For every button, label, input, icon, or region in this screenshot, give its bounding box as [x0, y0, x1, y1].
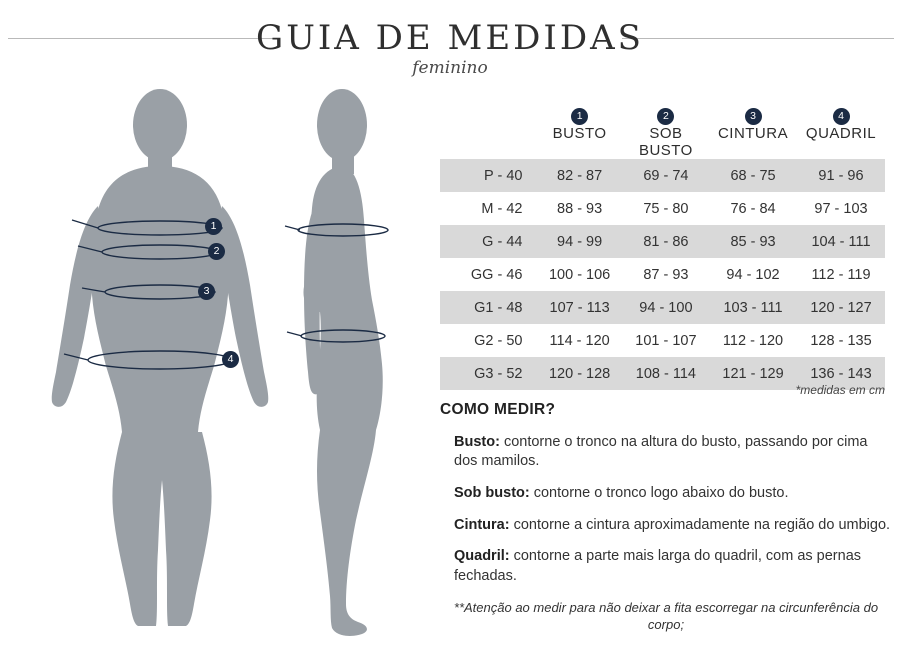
cell-quadril: 112 - 119	[811, 266, 871, 283]
attention-note: **Atenção ao medir para não deixar a fita escorregar na circunferência do corpo;	[453, 600, 879, 633]
cell-size: P - 40	[440, 159, 536, 192]
cell-cintura: 94 - 102	[726, 266, 780, 283]
marker-cell-4	[797, 92, 885, 125]
how-to-text-busto: contorne o tronco na altura do busto, passando por cima dos mamilos.	[454, 433, 868, 470]
cell-cintura: 112 - 120	[722, 332, 784, 349]
table-row	[440, 159, 885, 192]
cell-quadril: 128 - 135	[810, 332, 872, 349]
header-busto: BUSTO	[552, 125, 607, 142]
how-to-text-cintura: contorne a cintura aproximadamente na região do umbigo.	[509, 516, 891, 533]
how-to-measure-section	[440, 400, 892, 646]
cell-busto: 88 - 93	[557, 200, 603, 217]
cell-sob-busto: 81 - 86	[623, 225, 709, 258]
cell-busto: 114 - 120	[549, 332, 610, 349]
marker-badge-2: 2	[657, 108, 674, 125]
how-to-label-busto: Busto:	[454, 433, 500, 450]
cell-quadril: 120 - 127	[797, 291, 885, 324]
header-quadril: QUADRIL	[805, 125, 877, 142]
cell-cintura: 103 - 111	[709, 291, 797, 324]
figure-marker-3: 3	[198, 283, 215, 300]
how-to-item-sob-busto	[440, 484, 892, 504]
cell-busto: 120 - 128	[536, 357, 622, 390]
figure-marker-4: 4	[222, 351, 239, 368]
header-size	[440, 125, 536, 159]
header-cintura: CINTURA	[717, 125, 789, 142]
marker-cell-3	[709, 92, 797, 125]
marker-spacer	[440, 92, 536, 125]
cell-size: G - 44	[440, 225, 536, 258]
cell-sob-busto: 75 - 80	[643, 200, 689, 217]
cell-sob-busto: 101 - 107	[635, 332, 697, 349]
table-row	[440, 192, 885, 225]
table-row	[440, 291, 885, 324]
cell-busto: 82 - 87	[536, 159, 622, 192]
table-row	[440, 225, 885, 258]
cell-busto: 107 - 113	[536, 291, 622, 324]
table-header-row	[440, 125, 885, 159]
cell-sob-busto: 87 - 93	[643, 266, 689, 283]
cell-busto: 94 - 99	[536, 225, 622, 258]
cell-sob-busto: 108 - 114	[623, 357, 709, 390]
cell-cintura: 68 - 75	[709, 159, 797, 192]
table-marker-row	[440, 92, 885, 125]
how-to-item-quadril	[440, 547, 892, 586]
page-title: GUIA DE MEDIDAS	[256, 18, 644, 58]
cell-cintura: 85 - 93	[709, 225, 797, 258]
how-to-label-cintura: Cintura:	[454, 516, 510, 533]
cell-sob-busto: 69 - 74	[623, 159, 709, 192]
cell-size: G1 - 48	[440, 291, 536, 324]
size-table-container	[440, 92, 890, 397]
header-sob-busto: SOB BUSTO	[638, 125, 693, 159]
side-body-figure	[303, 89, 382, 636]
cell-cintura: 121 - 129	[709, 357, 797, 390]
how-to-item-busto	[440, 433, 892, 472]
table-footnote: *medidas em cm	[795, 383, 885, 397]
marker-badge-1: 1	[571, 108, 588, 125]
page-subtitle: feminino	[412, 58, 488, 78]
figures-svg	[10, 80, 430, 640]
how-to-text-quadril: contorne a parte mais larga do quadril, com as pernas fechadas.	[454, 548, 862, 584]
figure-marker-1: 1	[205, 218, 222, 235]
how-to-text-sob-busto: contorne o tronco logo abaixo do busto.	[529, 485, 789, 502]
cell-quadril: 104 - 111	[797, 225, 885, 258]
table-row	[440, 258, 885, 291]
figure-marker-2: 2	[208, 243, 225, 260]
cell-quadril: 97 - 103	[814, 200, 868, 217]
cell-busto: 100 - 106	[548, 266, 611, 283]
marker-badge-3: 3	[745, 108, 762, 125]
size-table	[440, 92, 885, 390]
table-body	[440, 159, 885, 390]
cell-size: GG - 46	[470, 266, 523, 283]
body-illustrations	[10, 80, 430, 640]
page-header	[0, 0, 900, 86]
marker-cell-1	[536, 92, 622, 125]
how-to-item-cintura	[440, 516, 892, 536]
how-to-label-sob-busto: Sob busto:	[454, 485, 530, 502]
how-to-measure-heading: COMO MEDIR?	[440, 401, 556, 418]
cell-sob-busto: 94 - 100	[623, 291, 709, 324]
table-row	[440, 324, 885, 357]
marker-cell-2	[623, 92, 709, 125]
cell-cintura: 76 - 84	[730, 200, 776, 217]
cell-quadril: 136 - 143	[797, 357, 885, 390]
cell-size: G3 - 52	[440, 357, 536, 390]
how-to-label-quadril: Quadril:	[454, 548, 510, 565]
cell-size: G2 - 50	[474, 332, 523, 349]
cell-size: M - 42	[481, 200, 523, 217]
cell-quadril: 91 - 96	[797, 159, 885, 192]
marker-badge-4: 4	[833, 108, 850, 125]
